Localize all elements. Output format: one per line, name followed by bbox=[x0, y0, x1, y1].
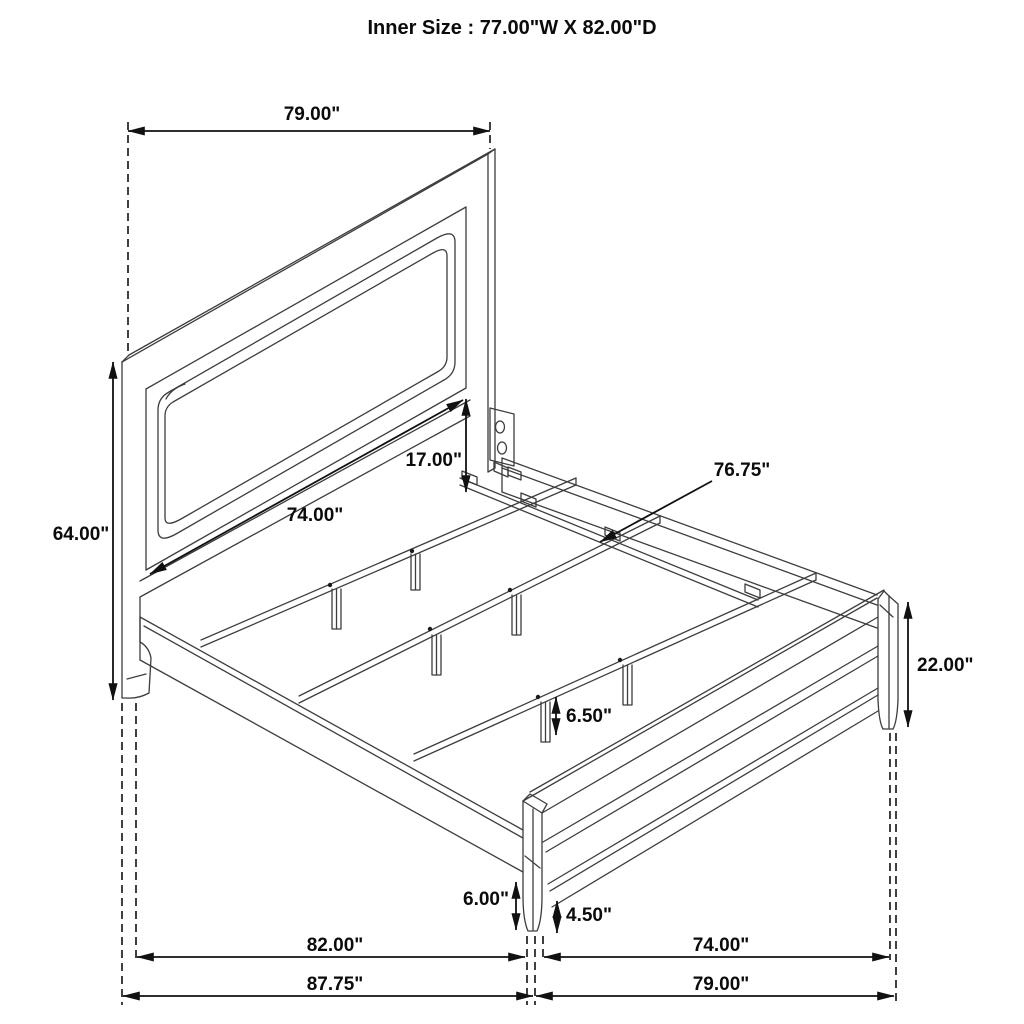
dim-side-rail-length-label: 76.75" bbox=[713, 460, 771, 481]
dim-footboard-height-label: 22.00" bbox=[917, 655, 974, 676]
extension-lines bbox=[122, 122, 896, 1005]
dim-footboard-inner-width-label: 74.00" bbox=[692, 935, 750, 956]
dim-slat-leg-height-label: 6.50" bbox=[566, 706, 612, 727]
footboard bbox=[523, 590, 898, 931]
dim-headboard-width-label: 79.00" bbox=[283, 104, 341, 125]
diagram-title: Inner Size : 77.00"W X 82.00"D bbox=[367, 17, 657, 39]
dim-headboard-inner-width-label: 74.00" bbox=[286, 505, 344, 526]
headboard bbox=[122, 149, 495, 698]
dim-panel-to-rail-label: 17.00" bbox=[405, 450, 462, 471]
dim-footboard-leg-height-label: 6.00" bbox=[463, 889, 509, 910]
dim-footboard-width-label: 79.00" bbox=[692, 974, 750, 995]
dimension-labels bbox=[53, 104, 974, 995]
dim-footboard-clearance-label: 4.50" bbox=[566, 905, 612, 926]
right-side-rail bbox=[502, 458, 877, 628]
dim-headboard-height-label: 64.00" bbox=[52, 524, 110, 545]
dim-inner-depth-label: 82.00" bbox=[306, 935, 364, 956]
left-side-rail bbox=[140, 617, 523, 872]
dim-overall-depth-label: 87.75" bbox=[306, 974, 364, 995]
center-support-rail bbox=[460, 471, 760, 607]
dimension-lines bbox=[113, 131, 908, 996]
